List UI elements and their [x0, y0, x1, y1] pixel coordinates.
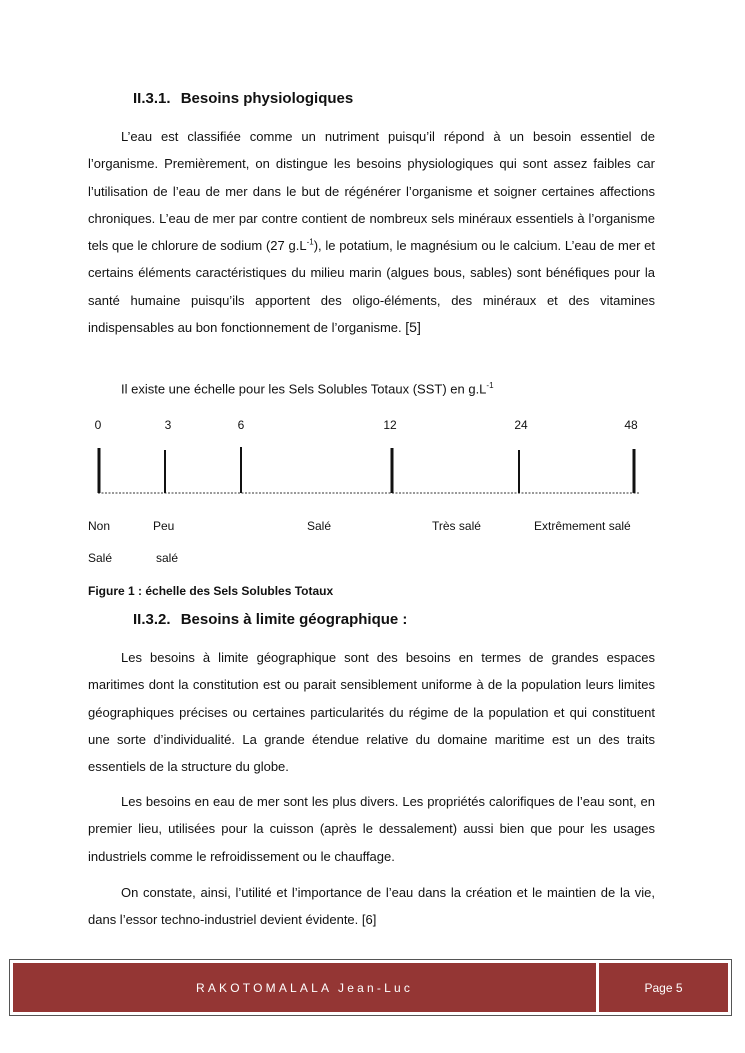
- figure-caption: Figure 1 : échelle des Sels Solubles Totaux: [88, 584, 334, 598]
- superscript-unit: -1: [306, 237, 314, 247]
- footer-author: RAKOTOMALALA Jean-Luc: [13, 963, 596, 1012]
- tick-label-6: 6: [237, 418, 245, 432]
- scale-intro-label: Il existe une échelle pour les Sels Solubles Totaux (SST) en g.L: [121, 381, 487, 397]
- section-heading-geographique: [133, 611, 407, 628]
- category-peu-sale-line1: Peu: [153, 519, 175, 533]
- tick-label-0: 0: [94, 418, 102, 432]
- category-non-sale-line2: Salé: [88, 551, 113, 565]
- section-title: Besoins à limite géographique :: [180, 611, 408, 628]
- section-number: II.3.2.: [133, 611, 171, 628]
- category-peu-sale-line2: salé: [156, 551, 179, 565]
- section-heading-physiologiques: [133, 90, 353, 107]
- page-footer: [9, 959, 732, 1016]
- category-non-sale-line1: Non: [88, 519, 111, 533]
- footer-page-number: Page 5: [599, 963, 728, 1012]
- tick-label-24: 24: [514, 418, 528, 432]
- paragraph-text-continued: ), le potatium, le magnésium ou le calcium. L’eau de mer et certains éléments caractéristiques du milieu marin (algues bous, sables) sont bénéfiques pour la santé humaine puisqu’ils apportent des oligo-éléments, des minéraux et des vitamines indispensables au bon fonctionnement de l’organisme.: [88, 238, 656, 336]
- tick-label-48: 48: [624, 418, 638, 432]
- scale-intro-superscript: -1: [486, 381, 494, 390]
- tick-label-3: 3: [164, 418, 172, 432]
- paragraph-physiologiques: [88, 123, 655, 341]
- paragraph-text: L’eau est classifiée comme un nutriment puisqu’il répond à un besoin essentiel de l’organisme. Premièrement, on distingue les besoins physiologiques qui sont assez faibles car l’utilisation de l’eau de mer dans le but de régénérer l’organisme et soigner certaines affections chroniques. L’eau de mer par contre contient de nombreux sels minéraux essentiels à l’organisme tels que le chlorure de sodium (27 g.L: [88, 129, 655, 254]
- sst-scale-diagram: [0, 440, 745, 500]
- section-number: II.3.1.: [133, 90, 171, 107]
- tick-label-12: 12: [383, 418, 397, 432]
- category-extremement-sale: Extrêmement salé: [534, 519, 631, 533]
- paragraph-geographique-1: Les besoins à limite géographique sont des besoins en termes de grandes espaces maritimes dont la constitution est ou parait sensiblement uniforme à de la population leurs limites géographiques précises ou certaines particularités du régime de la population et qui constituent une sorte d’individualité. La grande étendue relative du domaine maritime est un des traits essentiels de la structure du globe.: [88, 650, 655, 775]
- paragraph-geographique-2: Les besoins en eau de mer sont les plus divers. Les propriétés calorifiques de l’eau sont, en premier lieu, utilisées pour la cuisson (après le dessalement) aussi bien que pour les usages industriels comme le refroidissement ou le chauffage.: [88, 794, 655, 864]
- citation-5: [5]: [405, 319, 421, 336]
- category-tres-sale: Très salé: [432, 519, 481, 533]
- section-title: Besoins physiologiques: [180, 90, 354, 107]
- paragraph-geographique-3: On constate, ainsi, l’utilité et l’importance de l’eau dans la création et le maintien de la vie, dans l’essor techno-industriel devient évidente. [6]: [88, 885, 655, 928]
- category-sale: Salé: [307, 519, 332, 533]
- scale-intro-text: [121, 381, 494, 396]
